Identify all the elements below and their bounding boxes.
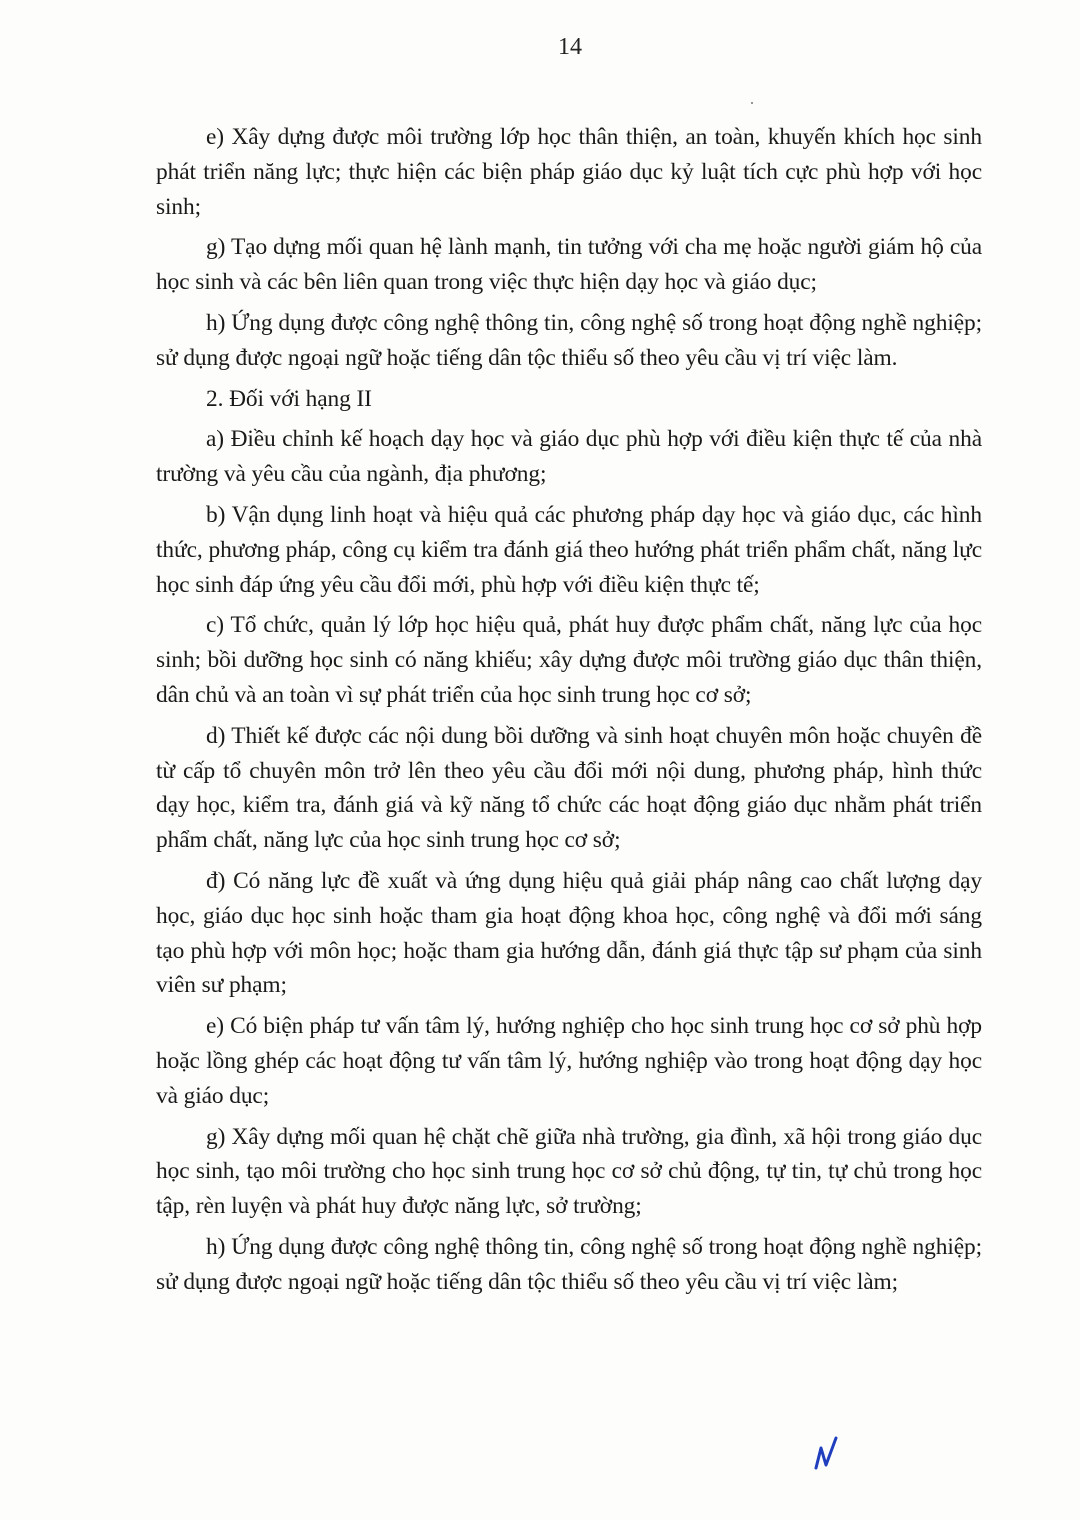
paragraph-2-h: h) Ứng dụng được công nghệ thông tin, công nghệ số trong hoạt động nghề nghiệp; sử dụng được ngoại ngữ hoặc tiếng dân tộc thiểu số theo yêu cầu vị trí việc làm;: [156, 1233, 982, 1295]
paragraph-2-g: g) Xây dựng mối quan hệ chặt chẽ giữa nhà trường, gia đình, xã hội trong giáo dục học sinh, tạo môi trường cho học sinh trung học cơ sở chủ động, tự tin, tự chủ trong học tập, rèn luyện và phát huy được năng lực, sở trường;: [156, 1123, 982, 1220]
paragraph-2-dd: đ) Có năng lực đề xuất và ứng dụng hiệu quả giải pháp nâng cao chất lượng dạy học, giáo dục học sinh hoặc tham gia hoạt động khoa học, công nghệ và đổi mới sáng tạo phù hợp với môn học; hoặc tham gia hướng dẫn, đánh giá thực tập sư phạm của sinh viên sư phạm;: [156, 867, 982, 999]
paragraph-2-d: d) Thiết kế được các nội dung bồi dưỡng và sinh hoạt chuyên môn hoặc chuyên đề từ cấp tổ chuyên môn trở lên theo yêu cầu đổi mới nội dung, phương pháp, hình thức dạy học, kiểm tra, đánh giá và kỹ năng tổ chức các hoạt động giáo dục nhằm phát triển phẩm chất, năng lực của học sinh trung học cơ sở;: [156, 722, 982, 854]
paragraph-1-e: e) Xây dựng được môi trường lớp học thân thiện, an toàn, khuyến khích học sinh phát triển năng lực; thực hiện các biện pháp giáo dục kỷ luật tích cực phù hợp với học sinh;: [156, 124, 982, 220]
paragraph-1-g: g) Tạo dựng mối quan hệ lành mạnh, tin tưởng với cha mẹ hoặc người giám hộ của học sinh và các bên liên quan trong việc thực hiện dạy học và giáo dục;: [156, 234, 982, 296]
initials-signature-icon: [812, 1432, 842, 1472]
paragraph-2-b: b) Vận dụng linh hoạt và hiệu quả các phương pháp dạy học và giáo dục, các hình thức, phương pháp, công cụ kiểm tra đánh giá theo hướng phát triển phẩm chất, năng lực học sinh đáp ứng yêu cầu đổi mới, phù hợp với điều kiện thực tế;: [156, 501, 982, 598]
paragraph-1-h: h) Ứng dụng được công nghệ thông tin, công nghệ số trong hoạt động nghề nghiệp; sử dụng được ngoại ngữ hoặc tiếng dân tộc thiểu số theo yêu cầu vị trí việc làm.: [156, 309, 982, 371]
document-body: [156, 120, 982, 1306]
page-number: 14: [558, 34, 582, 60]
section-heading-rank-ii: 2. Đối với hạng II: [206, 385, 372, 412]
paragraph-2-c: c) Tổ chức, quản lý lớp học hiệu quả, phát huy được phẩm chất, năng lực của học sinh; bồi dưỡng học sinh có năng khiếu; xây dựng được môi trường giáo dục thân thiện, dân chủ và an toàn vì sự phát triển của học sinh trung học cơ sở;: [156, 612, 982, 708]
scan-speck: [751, 102, 753, 104]
paragraph-2-a: a) Điều chỉnh kế hoạch dạy học và giáo dục phù hợp với điều kiện thực tế của nhà trường và yêu cầu của ngành, địa phương;: [156, 426, 982, 488]
paragraph-2-e: e) Có biện pháp tư vấn tâm lý, hướng nghiệp cho học sinh trung học cơ sở phù hợp hoặc lồng ghép các hoạt động tư vấn tâm lý, hướng nghiệp vào trong hoạt động dạy học và giáo dục;: [156, 1013, 982, 1109]
